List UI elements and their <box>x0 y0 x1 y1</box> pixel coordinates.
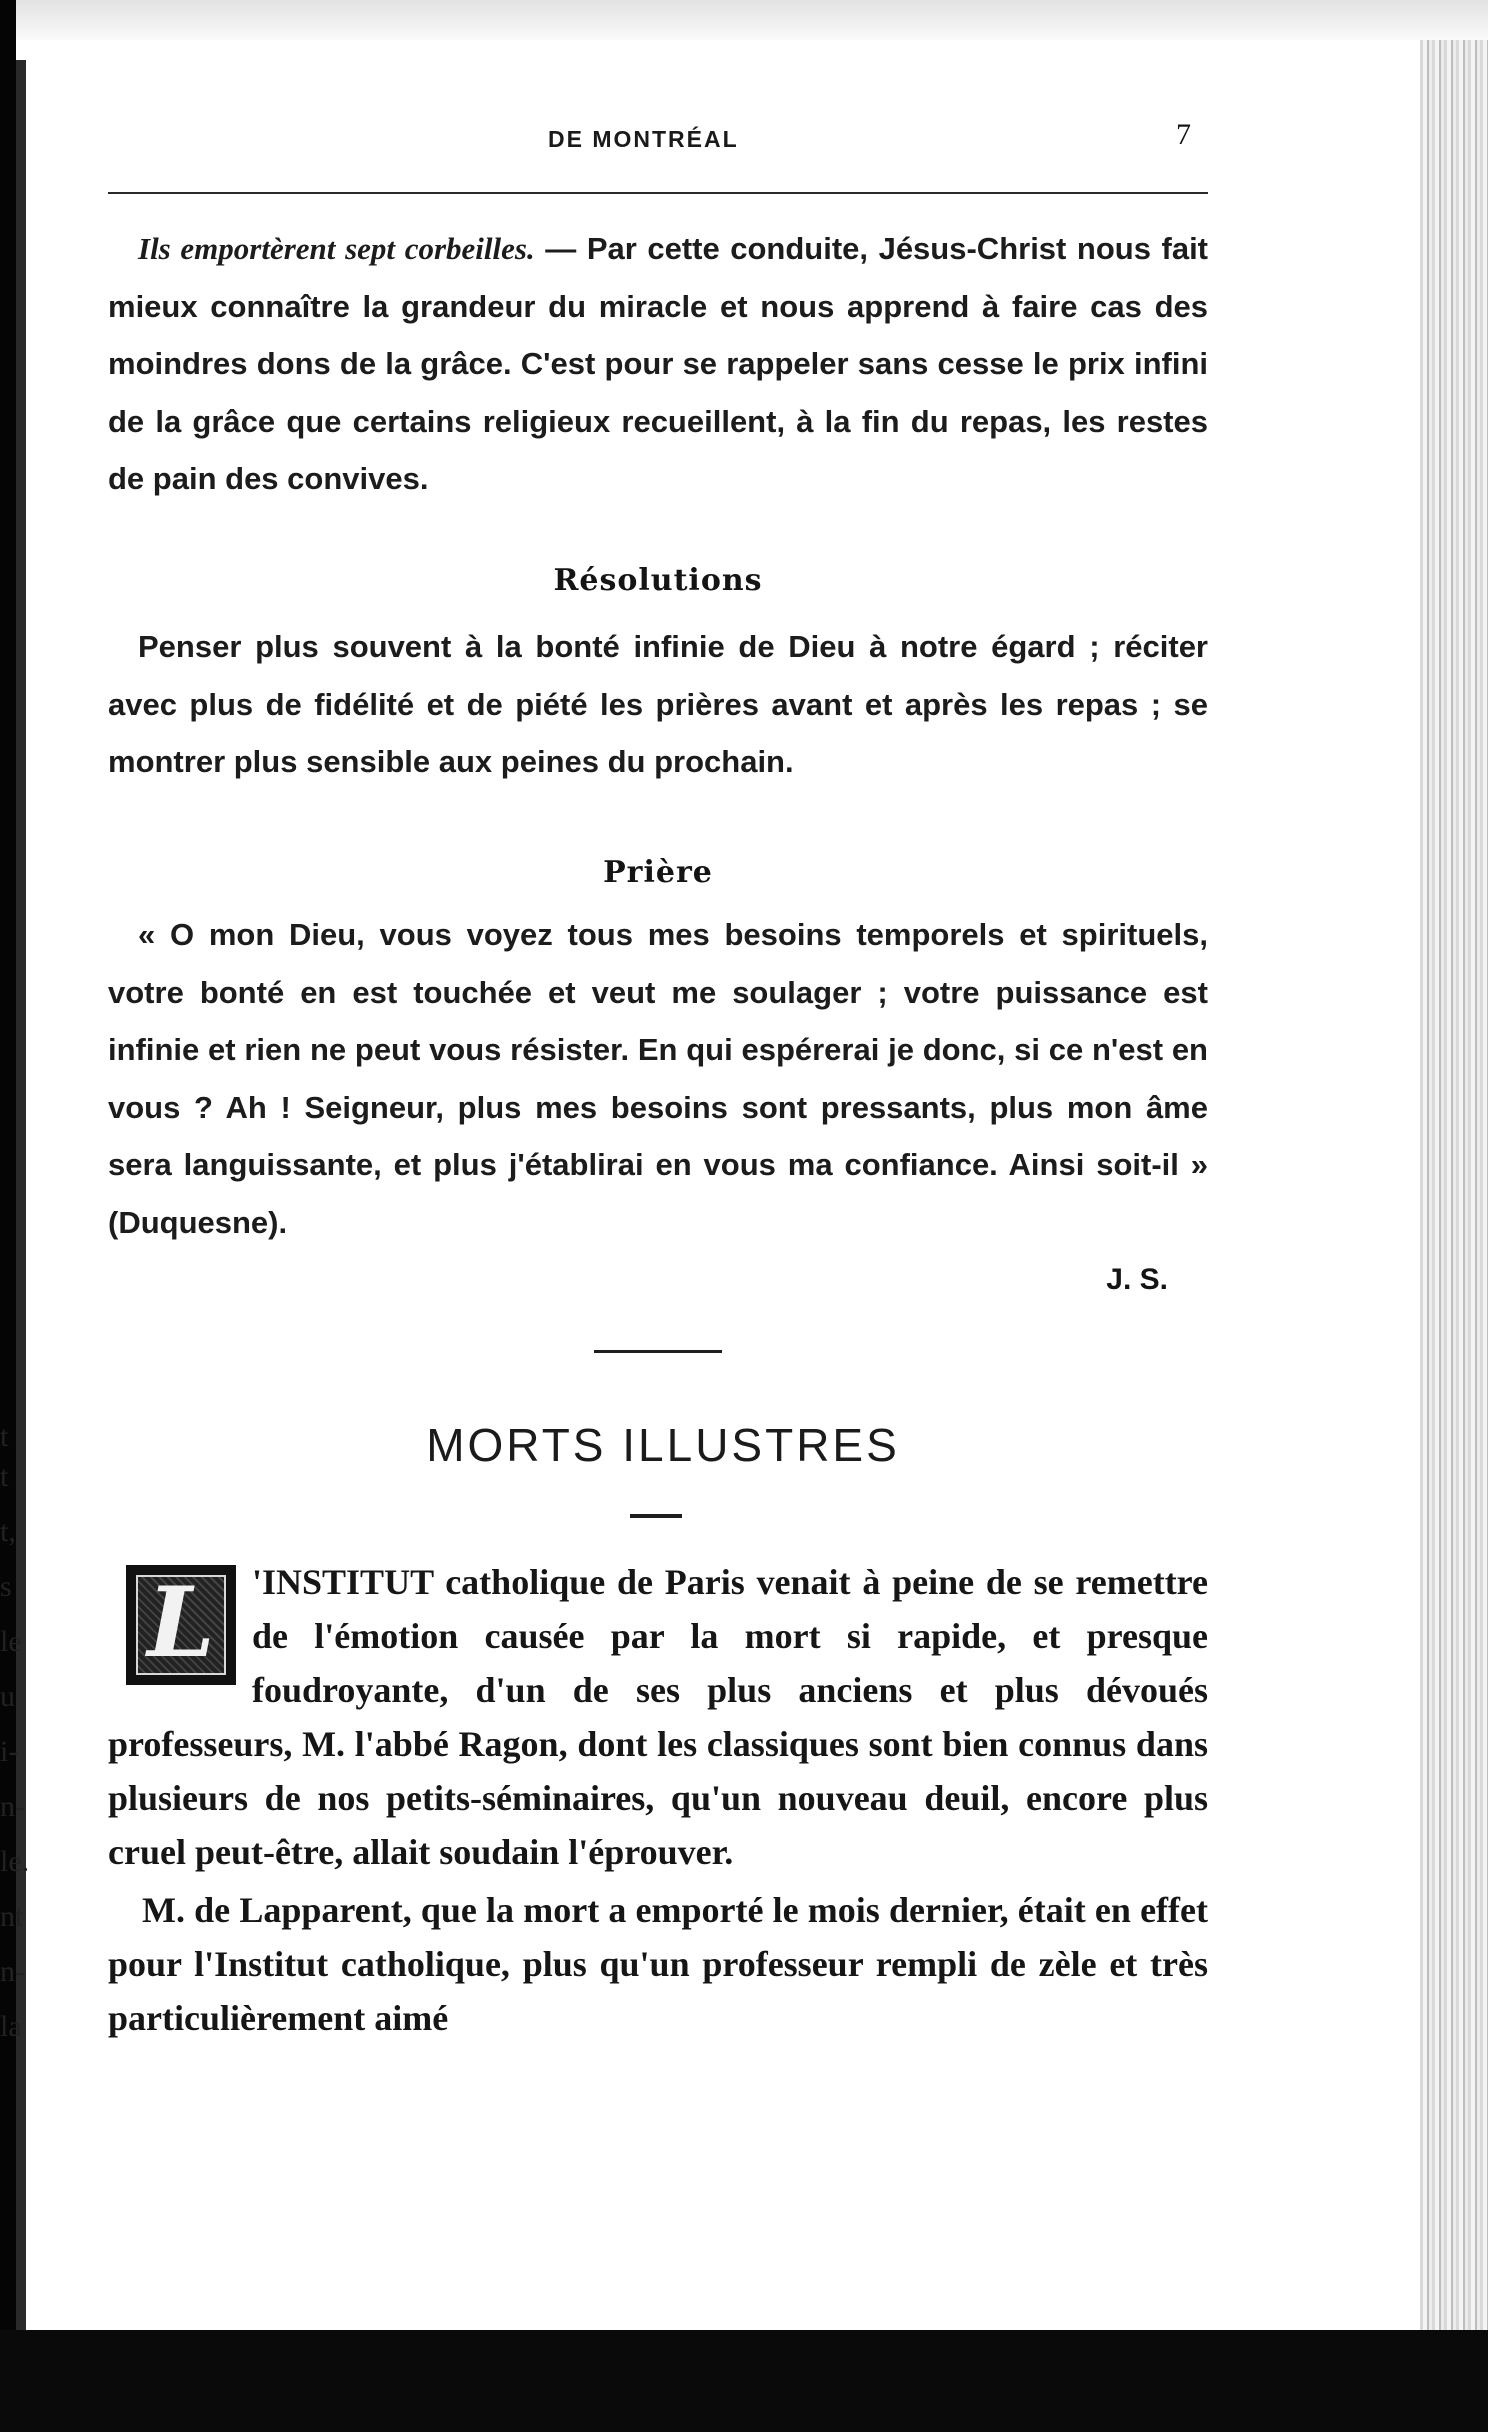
scan-bottom-border <box>0 2330 1488 2432</box>
facing-fragment: le <box>0 1625 22 1658</box>
signature: J. S. <box>1106 1263 1168 1296</box>
title-rule <box>630 1514 682 1518</box>
page-number: 7 <box>1176 118 1191 151</box>
priere-text: « O mon Dieu, vous voyez tous mes besoins temporels et spirituels, votre bonté en est touchée et veut me soulager ; votre puissance est infinie et rien ne peut vous résister. En qui espérerai je donc, si ce n'est en vous ? Ah ! Seigneur, plus mes besoins sont pressants, plus mon âme sera languissante, et plus j'établirai en vous ma confiance. Ainsi soit-il » (Duquesne). <box>108 917 1208 1240</box>
priere-section <box>108 844 1208 1308</box>
page-header <box>108 118 1218 158</box>
scan-left-border <box>0 0 19 2432</box>
facing-fragment: la <box>0 2010 22 2043</box>
commentary-body: — Par cette conduite, Jésus-Christ nous fait mieux connaître la grandeur du miracle et nous apprend à faire cas des moindres dons de la grâce. C'est pour se rappeler sans cesse le prix infini de la grâce que certains religieux recueillent, à la fin du repas, les restes de pain des convives. <box>108 231 1209 496</box>
page-stack-edge <box>1420 40 1488 2340</box>
section-divider <box>594 1350 722 1353</box>
resolutions-heading: Résolutions <box>553 563 763 598</box>
commentary-text <box>108 220 1208 508</box>
italic-lead: Ils emportèrent sept corbeilles. <box>138 231 535 266</box>
facing-fragment: t <box>0 1420 9 1453</box>
facing-fragment: s <box>0 1570 12 1603</box>
header-rule <box>108 192 1208 194</box>
facing-fragment: i- <box>0 1735 19 1768</box>
resolutions-section <box>108 552 1208 791</box>
facing-fragment: t <box>0 1460 9 1493</box>
obituary-paragraph-1: 'INSTITUT catholique de Paris venait à peine de se remettre de l'émotion causée par la mort si rapide, et presque foudroyante, d'un de ses plus anciens et plus dévoués professeurs, M. l'abbé Ragon, dont les classiques sont bien connus dans plusieurs de nos petits-séminaires, qu'un nouveau deuil, encore plus cruel peut-être, allait soudain l'éprouver. <box>108 1562 1208 1872</box>
scan-top-edge <box>0 0 1488 40</box>
initial-letter: L <box>147 1566 215 1679</box>
facing-fragment: le. <box>0 1845 30 1878</box>
facing-fragment: nt <box>0 1900 24 1933</box>
obituary-paragraph-2: M. de Lapparent, que la mort a emporté le mois dernier, était en effet pour l'Institut catholique, plus qu'un professeur rempli de zèle et très particulièrement aimé <box>108 1890 1208 2038</box>
resolutions-text: Penser plus souvent à la bonté infinie de Dieu à notre égard ; réciter avec plus de fidélité et de piété les prières avant et après les repas ; se montrer plus sensible aux peines du prochain. <box>108 629 1208 779</box>
ornamental-initial <box>126 1565 236 1685</box>
commentary-paragraph <box>108 220 1208 508</box>
facing-fragment: n- <box>0 1790 25 1823</box>
section-title: MORTS ILLUSTRES <box>426 1419 900 1471</box>
facing-fragment: n- <box>0 1955 25 1988</box>
obituary-article <box>108 1555 1208 2045</box>
facing-fragment: t, <box>0 1515 16 1548</box>
running-head: DE MONTRÉAL <box>548 126 739 152</box>
facing-fragment: u <box>0 1680 15 1713</box>
priere-heading: Prière <box>603 855 713 890</box>
